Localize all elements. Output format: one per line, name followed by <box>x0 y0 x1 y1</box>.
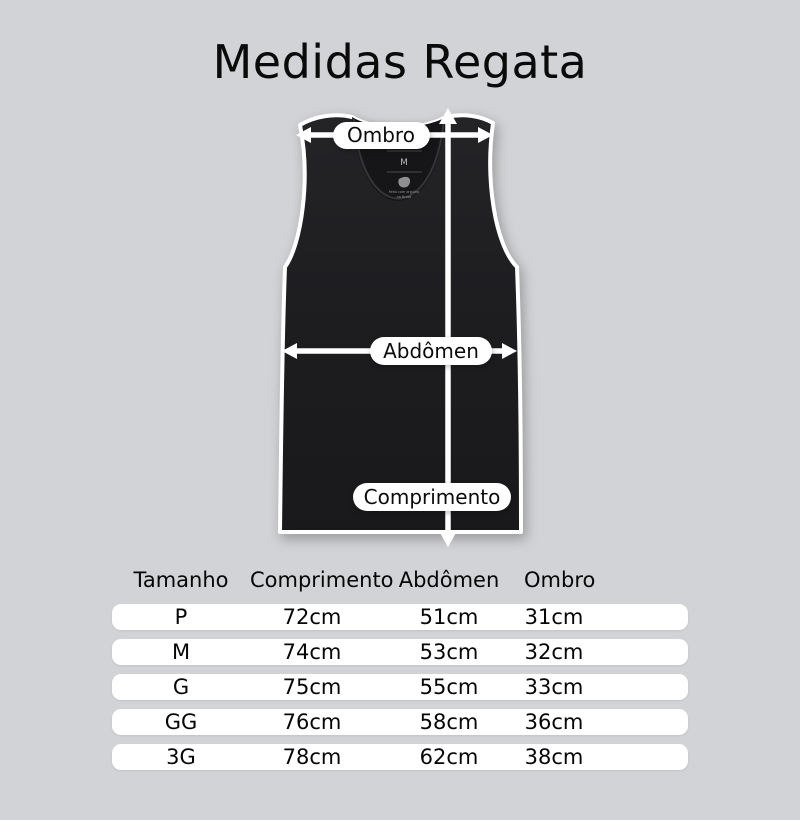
length-label-pill <box>353 483 511 511</box>
header-ombro: Ombro <box>524 568 596 592</box>
page-title: Medidas Regata <box>212 35 588 89</box>
arrow-down-icon <box>439 531 457 547</box>
cell-ombro: 36cm <box>524 710 584 734</box>
cell-abdomen: 55cm <box>419 675 479 699</box>
tank-top <box>280 115 521 532</box>
table-row <box>112 744 688 770</box>
tag-size-label: M <box>400 158 408 168</box>
cell-comprimento: 78cm <box>282 745 342 769</box>
shoulder-label: Ombro <box>347 123 415 147</box>
tag-origin-line2: no Brasil <box>396 195 412 199</box>
cell-ombro: 32cm <box>524 640 584 664</box>
length-label: Comprimento <box>363 485 501 509</box>
abdomen-label-pill <box>370 337 492 365</box>
cell-size: G <box>172 675 190 699</box>
shoulder-label-pill <box>333 122 430 149</box>
cell-comprimento: 74cm <box>282 640 342 664</box>
cell-comprimento: 76cm <box>282 710 342 734</box>
header-tamanho: Tamanho <box>133 568 229 592</box>
size-table-header <box>112 567 688 593</box>
tank-top-measurement-diagram <box>250 95 550 560</box>
header-abdomen: Abdômen <box>398 568 500 592</box>
table-row <box>112 674 688 700</box>
cell-size: P <box>174 605 188 629</box>
cell-size: M <box>171 640 191 664</box>
table-row <box>112 639 688 665</box>
cell-abdomen: 58cm <box>419 710 479 734</box>
cell-size: GG <box>164 710 198 734</box>
cell-abdomen: 62cm <box>419 745 479 769</box>
cell-comprimento: 72cm <box>282 605 342 629</box>
header-comprimento: Comprimento <box>250 568 394 592</box>
cell-ombro: 38cm <box>524 745 584 769</box>
table-row <box>112 709 688 735</box>
cell-size: 3G <box>166 745 196 769</box>
cell-abdomen: 51cm <box>419 605 479 629</box>
cell-comprimento: 75cm <box>282 675 342 699</box>
table-row <box>112 604 688 630</box>
tag-origin-line1: Feito com orgulho <box>388 190 420 194</box>
abdomen-label: Abdômen <box>383 339 479 363</box>
cell-ombro: 31cm <box>524 605 584 629</box>
cell-abdomen: 53cm <box>419 640 479 664</box>
cell-ombro: 33cm <box>524 675 584 699</box>
size-table <box>112 567 688 779</box>
